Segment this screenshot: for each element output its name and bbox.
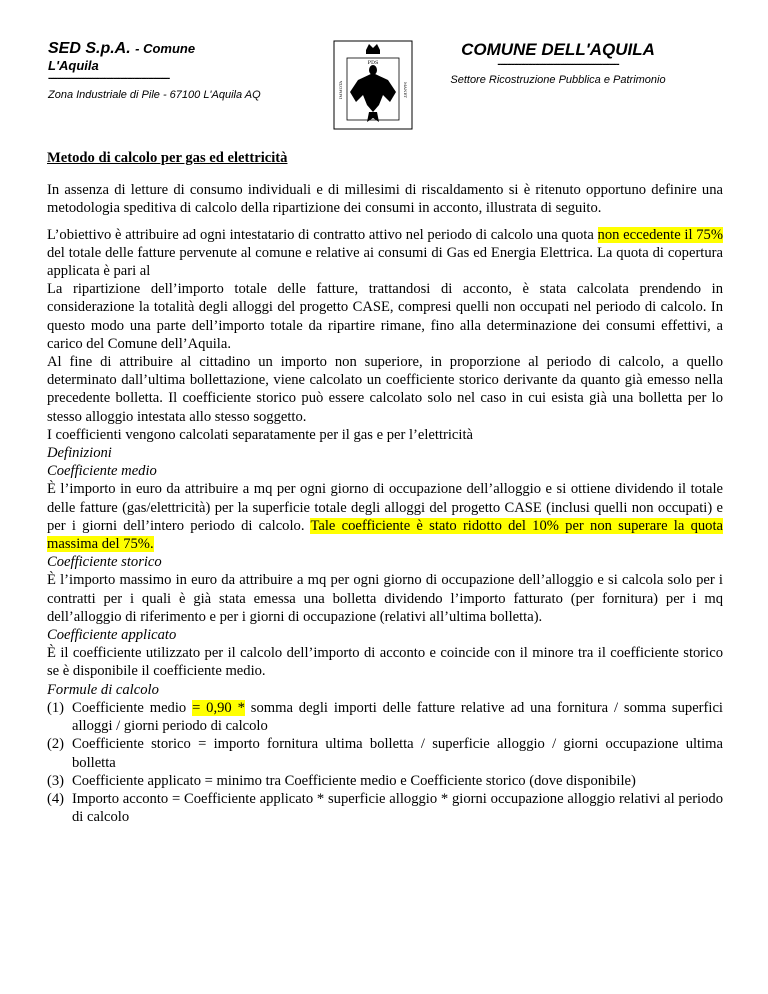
formula-item: (1) Coefficiente medio = 0,90 * somma degli importi delle fatture relative ad una fornitura / somma superfici alloggi / giorni periodo di calcolo [47, 699, 723, 735]
section-definizioni: Definizioni [47, 445, 112, 462]
highlight-quota: non eccedente il 75% [597, 226, 723, 243]
section-coefficiente-storico: Coefficiente storico [47, 554, 162, 571]
company-name: SED S.p.A. - Comune [48, 40, 196, 57]
formula-item: (4) Importo acconto = Coefficiente applicato * superficie alloggio * giorni occupazione alloggio relativi al periodo di calcolo [47, 790, 723, 826]
city-coat-of-arms [333, 40, 413, 130]
svg-text:MANET: MANET [403, 81, 408, 99]
sector-name: Settore Ricostruzione Pubblica e Patrimonio [450, 74, 666, 86]
document-body [47, 149, 723, 826]
formula-item: (2) Coefficiente storico = importo fornitura ultima bolletta / superficie alloggio / giorni occupazione ultima bolletta [47, 736, 723, 771]
document-heading: Metodo di calcolo per gas ed elettricità [47, 150, 288, 166]
paragraph-ripartizione: La ripartizione dell’importo totale delle fatture, trattandosi di acconto, è stata calcolata prendendo in considerazione la totalità degli alloggi del progetto CASE, compresi quelli non occupati nel periodo di calcolo. In questo modo una parte dell’importo totale da ripartire rimane, fino alla determinazione dei consumi effettivi, a carico del Comune dell’Aquila. [47, 281, 723, 352]
header-divider-left: ---------------------------------------------------- [48, 74, 170, 84]
section-coefficiente-medio: Coefficiente medio [47, 463, 157, 480]
section-formule: Formule di calcolo [47, 681, 159, 698]
paragraph-coefficiente-storico: È l’importo massimo in euro da attribuire a mq per ogni giorno di occupazione dell’alloggio e si calcola solo per i contratti per i quali è già stata emessa una bolletta dividendo l’importo fatturato (per fornitura) per i mq dell’alloggio di riferimento e per i giorni di occupazione (relativi all’ultima bolletta). [47, 572, 723, 625]
svg-text:PDS: PDS [367, 60, 379, 66]
paragraph-intro: In assenza di letture di consumo individuali e di millesimi di riscaldamento si è ritenuto opportuno definire una metodologia speditiva di calcolo della ripartizione dei consumi in acconto, illustrata di seguito. [47, 182, 723, 217]
highlight-riduzione: Tale coefficiente è stato ridotto del 10% per non superare la quota massima del 75%. [47, 517, 724, 553]
formula-item: (3) Coefficiente applicato = minimo tra Coefficiente medio e Coefficiente storico (dove disponibile) [47, 772, 636, 789]
paragraph-storico-intro: Al fine di attribuire al cittadino un importo non superiore, in proporzione al periodo di calcolo, a quello determinato dall’ultima bollettazione, viene calcolato un coefficiente storico derivante da quanto già emesso nella precedente bolletta. Il coefficiente storico può essere calcolato solo nel caso in cui esista già una bolletta per lo stesso alloggio intestata allo stesso soggetto. [47, 354, 723, 425]
section-coefficiente-applicato: Coefficiente applicato [47, 627, 177, 644]
svg-text:IMMOTA: IMMOTA [338, 80, 343, 100]
paragraph-coefficiente-medio: È l’importo in euro da attribuire a mq per ogni giorno di occupazione dell’alloggio e si ottiene dividendo il totale delle fatture (gas/elettricità) per la superficie totale degli alloggi del progetto CASE (inclusi quelli non occupati) e per i giorni dell’intero periodo di calcolo. Tale coefficiente è stato ridotto del 10% per non superare la quota massima del 75%. [47, 481, 724, 553]
highlight-factor: = 0,90 * [192, 699, 245, 716]
formula-list [47, 699, 723, 826]
header-divider-right: ---------------------------------------------------- [497, 60, 619, 70]
company-city: L'Aquila [48, 58, 99, 73]
paragraph-coefficiente-applicato: È il coefficiente utilizzato per il calcolo dell’importo di acconto e coincide con il minore tra il coefficiente storico se è disponibile il coefficiente medio. [47, 645, 723, 680]
company-address: Zona Industriale di Pile - 67100 L'Aquila AQ [48, 89, 261, 101]
paragraph-separati: I coefficienti vengono calcolati separatamente per il gas e per l’elettricità [47, 426, 473, 443]
company-header [48, 40, 288, 101]
municipality-name: COMUNE DELL'AQUILA [461, 40, 655, 59]
municipality-header [438, 40, 678, 87]
paragraph-objective: L’obiettivo è attribuire ad ogni intestatario di contratto attivo nel periodo di calcolo una quota non eccedente il 75% del totale delle fatture pervenute al comune e relative ai consumi di Gas ed Energia Elettrica. La quota di copertura applicata è pari al [47, 226, 723, 280]
